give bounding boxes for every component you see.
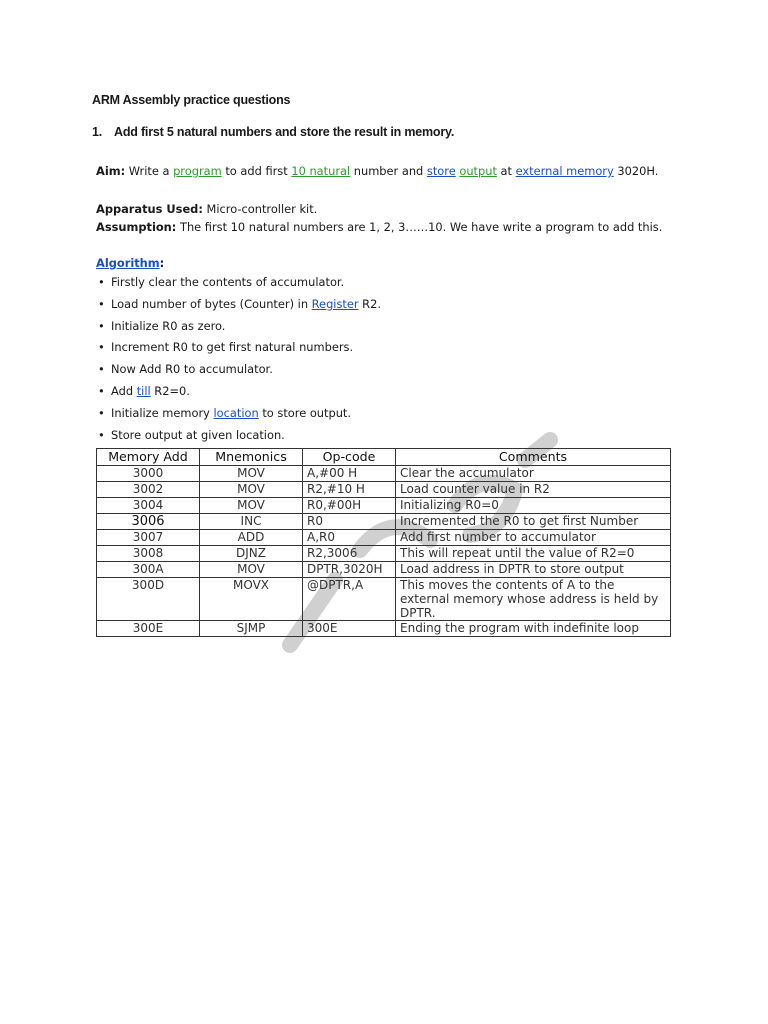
step-text: Initialize R0 as zero. [111,318,226,333]
list-item [98,317,678,339]
cell-comment: Ending the program with indefinite loop [396,621,671,637]
cell-comment: This will repeat until the value of R2=0 [396,546,671,562]
cell-comment: This moves the contents of A to the external memory whose address is held by DPTR. [396,578,671,621]
cell-memory-add: 300A [97,562,200,578]
assumption-paragraph [96,218,686,236]
aim-text: at [496,164,516,178]
step-text: R2. [358,296,381,311]
list-item [98,426,678,448]
table-row [97,498,671,514]
header-memory-add: Memory Add [97,449,200,466]
table-row [97,546,671,562]
cell-op-code: R2,#10 H [303,482,396,498]
header-mnemonics: Mnemonics [200,449,303,466]
assumption-text: The first 10 natural numbers are 1, 2, 3……10. We have write a program to add this. [176,220,663,234]
table-row [97,514,671,530]
cell-memory-add: 3007 [97,530,200,546]
question-text: Add first 5 natural numbers and store the result in memory. [114,125,455,139]
cell-mnemonic: MOV [200,562,303,578]
aim-text: Write a [125,164,174,178]
cell-memory-add: 300E [97,621,200,637]
aim-text: to add first [221,164,292,178]
cell-comment: Load counter value in R2 [396,482,671,498]
cell-op-code: R0 [303,514,396,530]
cell-mnemonic: DJNZ [200,546,303,562]
cell-memory-add: 3002 [97,482,200,498]
list-item [98,382,678,404]
cell-memory-add: 3006 [97,514,200,530]
step-text: to store output. [258,405,352,420]
location-link[interactable]: location [213,405,259,420]
aim-text: number and [350,164,427,178]
question-heading [92,125,454,139]
apparatus-label: Apparatus Used: [96,202,203,216]
step-text: Firstly clear the contents of accumulator. [111,275,345,289]
table-row [97,530,671,546]
step-text: Store output at given location. [111,427,285,442]
algorithm-link[interactable]: Algorithm [96,256,160,270]
cell-op-code: 300E [303,621,396,637]
cell-memory-add: 3008 [97,546,200,562]
list-item [98,404,678,426]
external-memory-link[interactable]: external memory [515,164,614,178]
list-item [98,273,678,295]
till-link[interactable]: till [136,383,151,398]
step-text: Increment R0 to get first natural numbers. [111,340,354,355]
header-op-code: Op-code [303,449,396,466]
list-item [98,338,678,360]
cell-op-code: A,R0 [303,530,396,546]
cell-comment: Add first number to accumulator [396,530,671,546]
cell-memory-add: 300D [97,578,200,621]
question-number: 1. [92,125,103,139]
cell-mnemonic: INC [200,514,303,530]
document-title: ARM Assembly practice questions [92,93,291,107]
cell-op-code: A,#00 H [303,466,396,482]
table-row [97,578,671,621]
output-link[interactable]: output [459,164,497,178]
algorithm-heading [96,254,686,272]
table-row [97,466,671,482]
natural-number-link[interactable]: 10 natural [291,164,351,178]
aim-paragraph [96,162,686,180]
apparatus-text: Micro-controller kit. [202,202,318,216]
cell-memory-add: 3000 [97,466,200,482]
cell-mnemonic: MOV [200,482,303,498]
step-text: Initialize memory [111,405,214,420]
step-text: R2=0. [150,383,190,398]
cell-comment: Incremented the R0 to get first Number [396,514,671,530]
cell-mnemonic: MOV [200,466,303,482]
aim-text: 3020H. [613,164,659,178]
step-text: Add [111,383,137,398]
header-comments: Comments [396,449,671,466]
table-header-row [97,449,671,466]
cell-comment: Load address in DPTR to store output [396,562,671,578]
list-item [98,295,678,317]
program-link[interactable]: program [173,164,222,178]
list-item [98,360,678,382]
algorithm-colon: : [159,256,165,270]
table-row [97,482,671,498]
cell-mnemonic: MOV [200,498,303,514]
register-link[interactable]: Register [311,296,359,311]
cell-op-code: DPTR,3020H [303,562,396,578]
cell-comment: Clear the accumulator [396,466,671,482]
aim-label: Aim: [96,164,126,178]
step-text: Load number of bytes (Counter) in [111,296,312,311]
table-row [97,621,671,637]
program-table [96,448,671,637]
apparatus-paragraph [96,200,686,218]
cell-memory-add: 3004 [97,498,200,514]
cell-mnemonic: ADD [200,530,303,546]
algorithm-steps [98,273,678,447]
assumption-label: Assumption: [96,220,177,234]
store-link[interactable]: store [426,164,456,178]
cell-comment: Initializing R0=0 [396,498,671,514]
cell-op-code: R2,3006 [303,546,396,562]
step-text: Now Add R0 to accumulator. [111,362,273,377]
cell-mnemonic: MOVX [200,578,303,621]
cell-mnemonic: SJMP [200,621,303,637]
cell-op-code: @DPTR,A [303,578,396,621]
table-row [97,562,671,578]
cell-op-code: R0,#00H [303,498,396,514]
